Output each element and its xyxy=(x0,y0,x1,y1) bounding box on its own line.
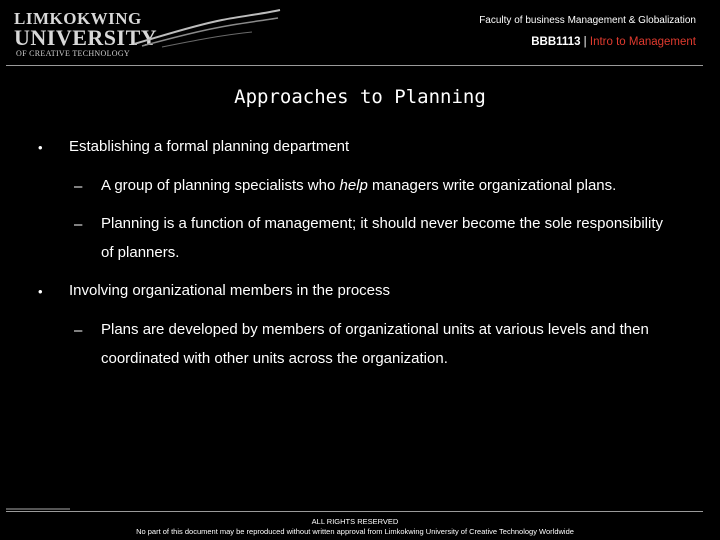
course-header xyxy=(479,15,696,48)
bullet-1-sub-2: Planning is a function of management; it should never become the sole responsibility of planners. xyxy=(101,215,663,261)
footer-mark xyxy=(6,508,70,510)
logo-line-3: OF CREATIVE TECHNOLOGY xyxy=(16,49,131,58)
footer-divider xyxy=(6,511,703,512)
logo-line-1: LIMKOKWING xyxy=(14,9,142,28)
logo-line-2: UNIVERSITY xyxy=(14,25,158,50)
bullet-2-text: Involving organizational members in the process xyxy=(69,282,390,299)
footer-rights: ALL RIGHTS RESERVED xyxy=(311,517,399,526)
course-separator: | xyxy=(583,36,587,48)
dash-marker: – xyxy=(74,216,83,233)
footer-notice: No part of this document may be reproduced without written approval from Limkokwing University of Creative Technology Worldwide xyxy=(136,527,574,536)
bullet-1-sub-1 xyxy=(101,171,671,200)
bullet-marker: • xyxy=(38,284,43,299)
dash-marker: – xyxy=(74,322,83,339)
course-name: Intro to Management xyxy=(589,36,696,48)
bullet-2-sub-1: Plans are developed by members of organizational units at various levels and then coordinated with other units across the organization. xyxy=(101,321,649,367)
sub-text-italic: help xyxy=(339,177,368,194)
slide-title: Approaches to Planning xyxy=(234,86,486,108)
faculty-name: Faculty of business Management & Globalization xyxy=(479,15,696,26)
course-line xyxy=(479,36,696,48)
course-code: BBB1113 xyxy=(531,36,581,48)
header-divider xyxy=(6,65,703,66)
bullet-1-text: Establishing a formal planning department xyxy=(69,138,350,155)
dash-marker: – xyxy=(74,178,83,195)
sub-text-before: A group of planning specialists who xyxy=(101,177,340,194)
footer xyxy=(0,517,710,537)
bullet-marker: • xyxy=(38,140,43,155)
logo-swoosh-icon xyxy=(132,8,282,48)
sub-text-after: managers write organizational plans. xyxy=(367,177,617,194)
university-logo xyxy=(14,8,274,60)
